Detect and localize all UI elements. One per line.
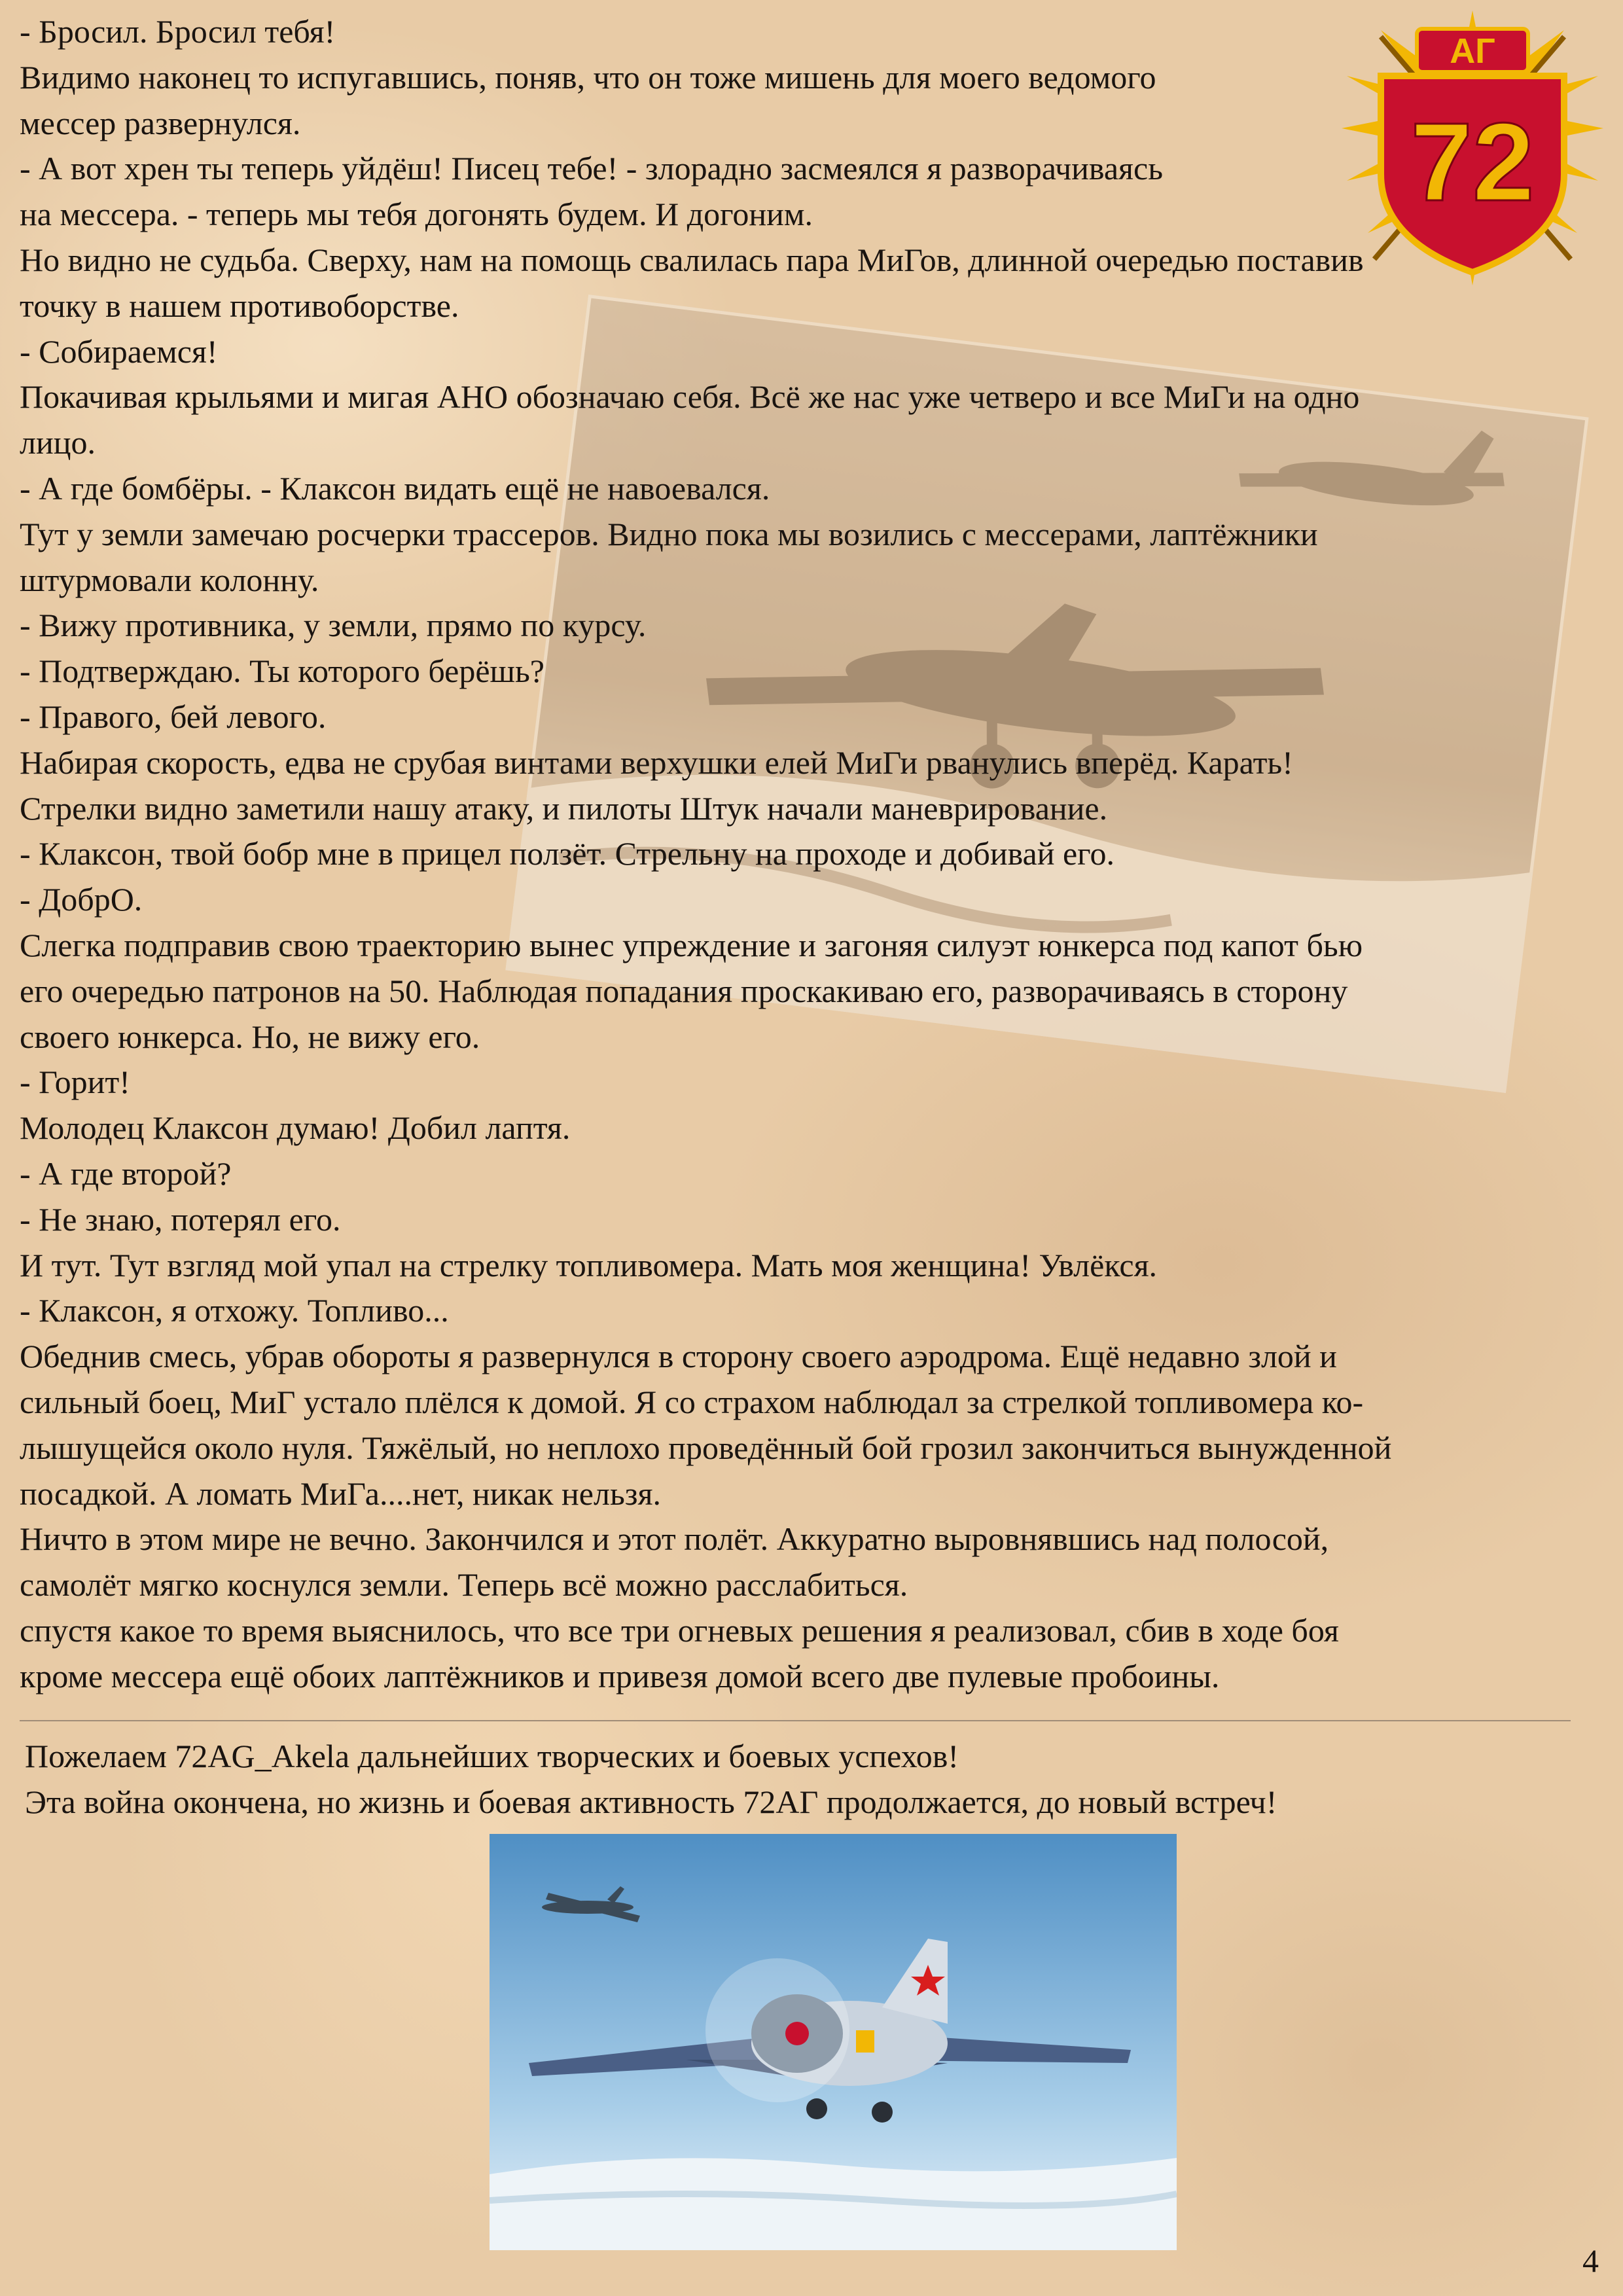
- story-line: Слегка подправив свою траекторию вынес упреждение и загоняя силуэт юнкерса под капот бью: [20, 926, 1363, 963]
- story-line: Ничто в этом мире не вечно. Закончился и этот полёт. Аккуратно выровнявшись над полосой,: [20, 1520, 1329, 1558]
- story-line: - Бросил. Бросил тебя!: [20, 13, 336, 50]
- closing-line-2: Эта война окончена, но жизнь и боевая активность 72АГ продолжается, до новый встреч!: [25, 1784, 1277, 1820]
- story-line: сильный боец, МиГ устало плёлся к домой. Я со страхом наблюдал за стрелкой топливомера ко-: [20, 1383, 1364, 1420]
- story-line: Но видно не судьба. Сверху, нам на помощь свалилась пара МиГов, длинной очередью поставив: [20, 241, 1364, 278]
- story-line: мессер развернулся.: [20, 104, 301, 141]
- story-line: - Вижу противника, у земли, прямо по курсу.: [20, 607, 647, 644]
- story-line: штурмовали колонну.: [20, 561, 319, 598]
- story-line: спустя какое то время выяснилось, что все три огневых решения я реализовал, сбив в ходе боя: [20, 1611, 1339, 1649]
- story-line: самолёт мягко коснулся земли. Теперь всё можно расслабиться.: [20, 1566, 908, 1604]
- story-line: на мессера. - теперь мы тебя догонять будем. И догоним.: [20, 196, 813, 233]
- story-line: точку в нашем противоборстве.: [20, 287, 459, 324]
- story-line: посадкой. А ломать МиГа....нет, никак нельзя.: [20, 1475, 662, 1512]
- story-line: Молодец Клаксон думаю! Добил лаптя.: [20, 1109, 571, 1147]
- story-line: своего юнкерса. Но, не вижу его.: [20, 1018, 480, 1055]
- story-line: Покачивая крыльями и мигая АНО обозначаю себя. Всё же нас уже четверо и все МиГи на одно: [20, 378, 1360, 416]
- story-line: кроме мессера ещё обоих лаптёжников и привезя домой всего две пулевые пробоины.: [20, 1657, 1220, 1695]
- closing-message: [25, 1733, 1277, 1825]
- story-line: Обеднив смесь, убрав обороты я развернулся в сторону своего аэродрома. Ещё недавно злой и: [20, 1338, 1337, 1375]
- story-line: - Клаксон, я отхожу. Топливо...: [20, 1292, 449, 1329]
- story-line: лышущейся около нуля. Тяжёлый, но неплохо проведённый бой грозил закончиться вынужденной: [20, 1429, 1392, 1466]
- story-line: - Подтверждаю. Ты которого берёшь?: [20, 653, 545, 690]
- page-number: 4: [1582, 2242, 1599, 2279]
- story-line: - Правого, бей левого.: [20, 698, 327, 735]
- story-line: - А где бомбёры. - Клаксон видать ещё не навоевался.: [20, 469, 770, 507]
- section-divider: [20, 1720, 1571, 1721]
- story-line: - Собираемся!: [20, 332, 218, 370]
- story-line: - А вот хрен ты теперь уйдёш! Писец тебе! - злорадно засмеялся я разворачиваясь: [20, 150, 1164, 187]
- emblem-number: 72: [1410, 100, 1535, 224]
- closing-line-1: Пожелаем 72AG_Akela дальнейших творческих и боевых успехов!: [25, 1738, 959, 1774]
- story-line: - Горит!: [20, 1064, 130, 1101]
- story-line: Видимо наконец то испугавшись, поняв, что он тоже мишень для моего ведомого: [20, 58, 1156, 96]
- story-line: Набирая скорость, едва не срубая винтами верхушки елей МиГи рванулись вперёд. Карать!: [20, 744, 1293, 781]
- emblem-label: АГ: [1450, 31, 1495, 71]
- story-line: - А где второй?: [20, 1155, 232, 1192]
- story-line: - Клаксон, твой бобр мне в прицел ползёт. Стрельну на проходе и добивай его.: [20, 835, 1115, 872]
- story-line: лицо.: [20, 424, 96, 461]
- story-line: - Не знаю, потерял его.: [20, 1200, 341, 1238]
- squadron-emblem: [1342, 10, 1603, 285]
- story-line: его очередью патронов на 50. Наблюдая попадания проскакиваю его, разворачиваясь в сторону: [20, 972, 1348, 1009]
- story-line: Стрелки видно заметили нашу атаку, и пилоты Штук начали маневрирование.: [20, 789, 1108, 827]
- fighter-illustration: [490, 1834, 1177, 2250]
- story-line: - ДобрО.: [20, 881, 143, 918]
- story-line: И тут. Тут взгляд мой упал на стрелку топливомера. Мать моя женщина! Увлёкся.: [20, 1246, 1158, 1283]
- story-line: Тут у земли замечаю росчерки трассеров. Видно пока мы возились с мессерами, лаптёжники: [20, 515, 1318, 552]
